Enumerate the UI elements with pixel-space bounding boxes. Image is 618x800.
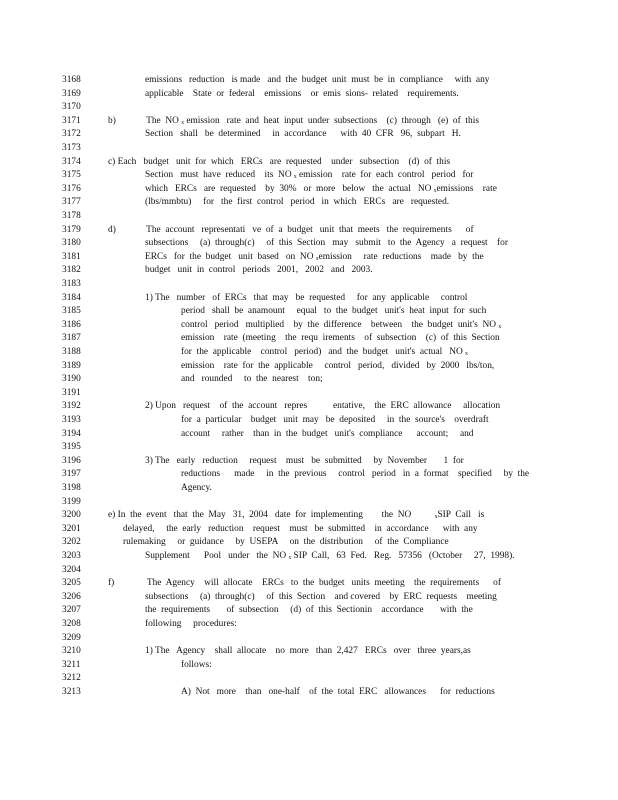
line-text: Section must have reduced its NO ₓ emission rate for each control period for [145,170,474,181]
text-line [0,467,618,481]
line-number: 3211 [62,659,81,670]
line-number: 3207 [62,605,81,616]
line-number: 3203 [62,551,81,561]
line-text: A) Not more than one-half of the total ERC allowances for reductions [181,687,495,697]
text-line [0,277,618,291]
line-number: 3186 [62,319,81,330]
line-number: 3179 [62,224,81,235]
text-line [0,331,618,345]
line-number: 3202 [62,537,81,548]
line-number: 3173 [62,143,81,153]
line-text: Section shall be determined in accordance with 40 CFR 96, subpart H. [145,129,461,140]
text-line [0,671,618,685]
line-number: 3181 [62,251,81,262]
text-line [0,359,618,373]
line-text: Agency. [181,483,212,493]
line-number: 3192 [62,401,81,412]
line-number: 3205 [62,578,81,589]
line-text: period shall be anamount equal to the budget unit's heat input for such [181,306,487,317]
line-number: 3175 [62,170,81,181]
line-text: emission rate (meeting the requ irements of subsection (c) of this Section [181,333,500,344]
line-number: 3197 [62,469,81,480]
line-number: 3170 [62,102,81,113]
text-line [0,345,618,359]
text-line [0,440,618,454]
line-text: 2) Upon request of the account repres entative, the ERC allowance allocation [145,401,501,412]
text-line [0,223,618,237]
text-line [0,563,618,577]
line-number: 3168 [62,75,81,85]
line-text: ERCs for the budget unit based on NO ₓemission rate reductions made by the [145,251,484,262]
line-number: 3176 [62,183,81,194]
line-text: 3) The early reduction request must be submitted by November 1 for [145,455,464,466]
line-number: 3209 [62,632,81,643]
line-text: e) In the event that the May 31, 2004 date for implementing the NO ₓSIP Call is [108,510,485,521]
line-number: 3184 [62,292,81,303]
line-number: 3208 [62,619,81,629]
line-text: d) The account representati ve of a budget unit that meets the requirements of [108,224,474,235]
text-line [0,318,618,332]
text-line [0,495,618,509]
line-text: budget unit in control periods 2001, 2002 and 2003. [145,265,373,276]
line-number: 3204 [62,564,81,575]
line-text: for the applicable control period) and the budget unit's actual NO ₓ [181,347,468,357]
text-line [0,508,618,522]
text-line [0,250,618,264]
line-text: which ERCs are requested by 30% or more below the actual NO ₓemissions rate [145,183,497,194]
line-text: subsections (a) through(c) of this Section may submit to the Agency a request for [145,238,508,249]
line-text: and rounded to the nearest ton; [181,374,323,385]
line-text: reductions made in the previous control period in a format specified by the [181,469,530,480]
text-line [0,549,618,563]
line-number: 3213 [62,687,81,697]
line-number: 3190 [62,374,81,385]
line-text: control period multiplied by the difference between the budget unit's NO ₓ [181,319,502,330]
line-text: account rather than in the budget unit's compliance account; and [181,428,474,439]
line-text: for a particular budget unit may be deposited in the source's overdraft [181,415,489,425]
line-number: 3180 [62,238,81,249]
line-number: 3182 [62,265,81,276]
line-text: emissions reduction is made and the budget unit must be in compliance with any [145,75,490,85]
line-text: c) Each budget unit for which ERCs are requested under subsection (d) of this [108,156,451,167]
line-text: emission rate for the applicable control period, divided by 2000 lbs/ton, [181,360,495,371]
line-number: 3188 [62,347,81,357]
text-line [0,100,618,114]
text-line [0,195,618,209]
text-line [0,155,618,169]
line-text: following procedures: [145,619,237,629]
text-line [0,399,618,413]
line-text: follows: [181,659,212,670]
line-text: 1) The Agency shall allocate no more than 2,427 ERCs over three years,as [145,646,471,657]
line-number: 3171 [62,115,81,126]
text-line [0,603,618,617]
line-text: rulemaking or guidance by USEPA on the distribution of the Compliance [123,537,449,548]
text-line [0,182,618,196]
text-line [0,617,618,631]
line-number: 3201 [62,523,81,534]
line-number: 3169 [62,88,81,99]
text-line [0,87,618,101]
text-line [0,141,618,155]
text-line [0,114,618,128]
text-line [0,644,618,658]
line-number: 3185 [62,306,81,317]
line-text: Supplement Pool under the NO ₓ SIP Call, 63 Fed. Reg. 57356 (October 27, 1998). [145,551,515,561]
line-text: applicable State or federal emissions or emis sions- related requirements. [145,88,459,99]
text-line [0,590,618,604]
text-line [0,263,618,277]
line-number: 3172 [62,129,81,140]
line-number: 3200 [62,510,81,521]
text-line [0,535,618,549]
line-text: the requirements of subsection (d) of this Sectionin accordance with the [145,605,473,616]
text-line [0,209,618,223]
text-line [0,73,618,87]
text-line [0,427,618,441]
line-number: 3189 [62,360,81,371]
text-line [0,454,618,468]
line-number: 3191 [62,387,81,398]
text-line [0,304,618,318]
line-number: 3212 [62,673,81,684]
text-line [0,522,618,536]
text-line [0,481,618,495]
text-line [0,372,618,386]
text-line [0,576,618,590]
line-text: b) The NO ₓ emission rate and heat input under subsections (c) through (e) of this [108,115,479,126]
text-line [0,413,618,427]
line-text: delayed, the early reduction request must be submitted in accordance with any [123,523,478,534]
line-number: 3196 [62,455,81,466]
line-number: 3193 [62,415,81,425]
line-number: 3210 [62,646,81,657]
text-line [0,658,618,672]
text-line [0,168,618,182]
line-text: 1) The number of ERCs that may be requested for any applicable control [145,292,468,303]
line-number: 3178 [62,211,81,221]
text-line [0,386,618,400]
text-line [0,631,618,645]
line-text: (lbs/mmbtu) for the first control period in which ERCs are requested. [145,197,450,208]
line-text: f) The Agency will allocate ERCs to the budget units meeting the requirements of [108,578,501,589]
line-number: 3206 [62,591,81,602]
text-line [0,127,618,141]
text-line [0,685,618,699]
line-text: subsections (a) through(c) of this Section and covered by ERC requests meeting [145,591,497,602]
line-number: 3187 [62,333,81,344]
line-number: 3183 [62,279,81,289]
text-line [0,236,618,250]
line-number: 3174 [62,156,81,167]
line-number: 3194 [62,428,81,439]
line-number: 3195 [62,442,81,453]
line-number: 3199 [62,496,81,507]
line-number: 3177 [62,197,81,208]
text-line [0,291,618,305]
line-number: 3198 [62,483,81,493]
